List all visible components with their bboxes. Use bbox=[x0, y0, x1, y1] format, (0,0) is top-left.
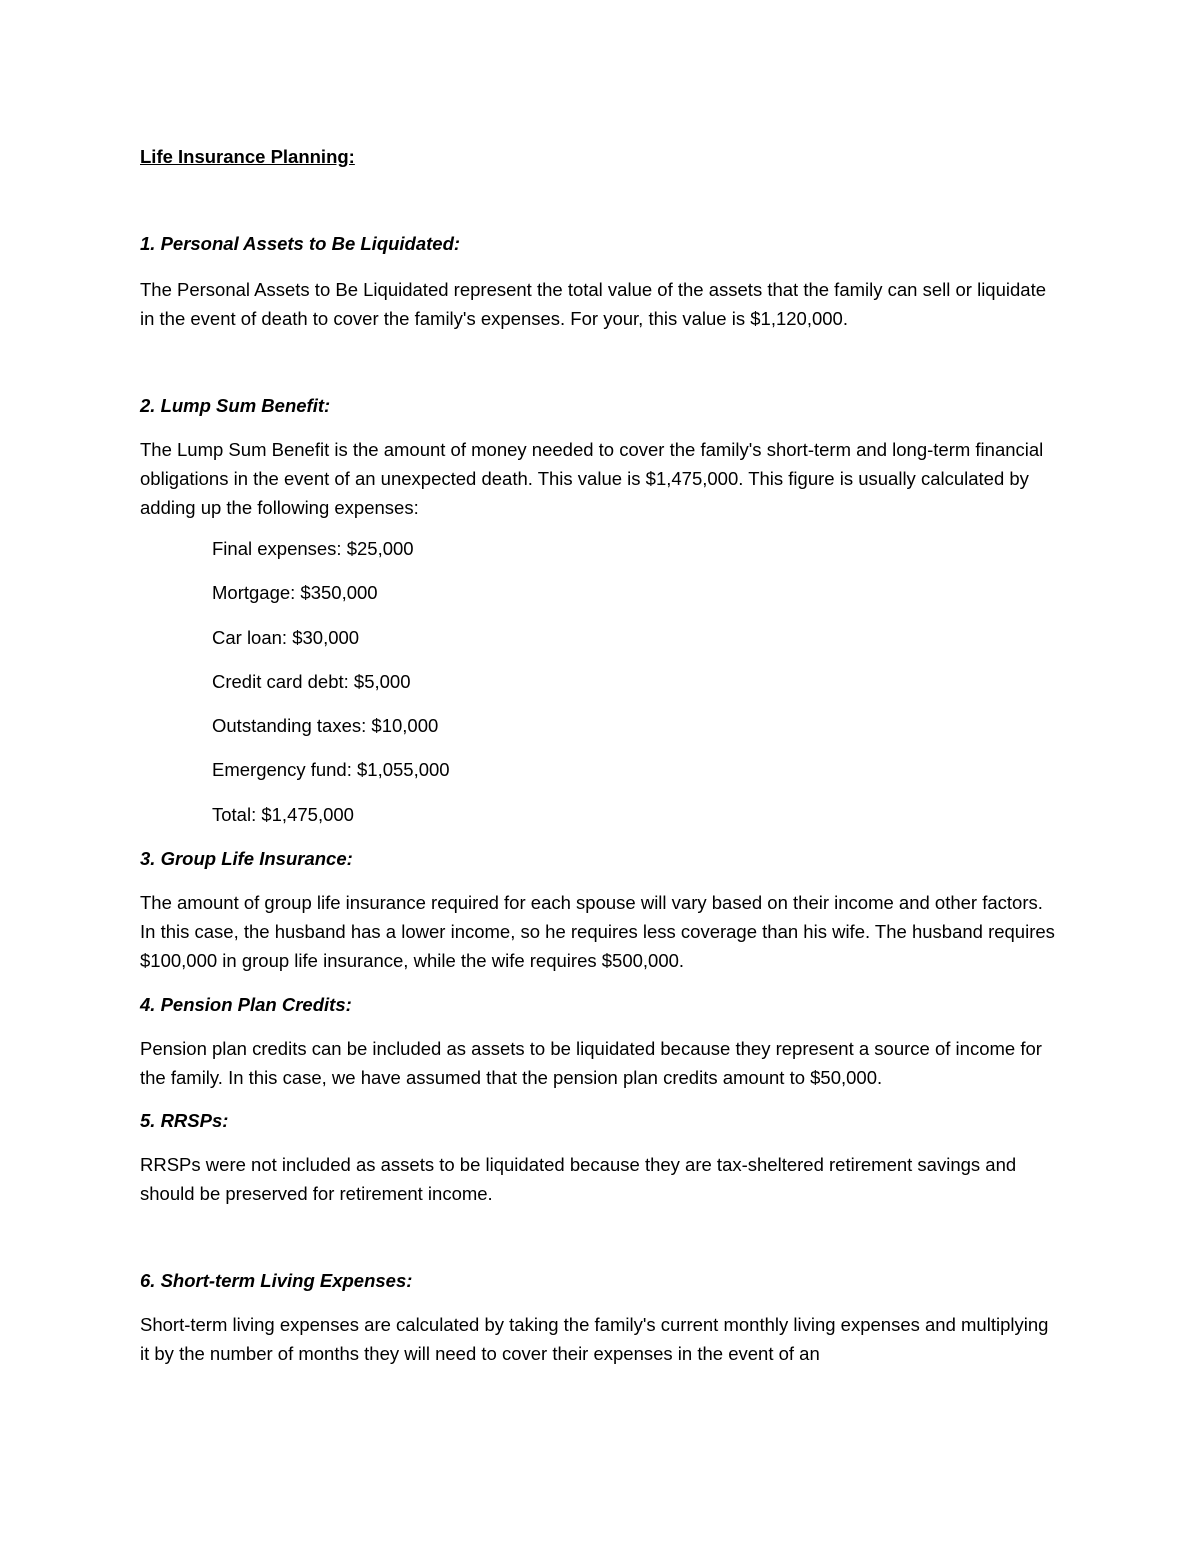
section-text-pension-plan-credits: Pension plan credits can be included as assets to be liquidated because they represent a source of income for the family. In this case, we have assumed that the pension plan credits amount to $50,000. bbox=[140, 1038, 1042, 1088]
section-heading-personal-assets: 1. Personal Assets to Be Liquidated: bbox=[140, 233, 461, 254]
section-heading-lump-sum-benefit: 2. Lump Sum Benefit: bbox=[140, 395, 331, 416]
section-text-lump-sum-benefit: The Lump Sum Benefit is the amount of money needed to cover the family's short-term and long-term financial obligations in the event of an unexpected death. This value is $1,475,000. This figure is usually calculated by adding up the following expenses: bbox=[140, 439, 1044, 518]
expense-item-mortgage: Mortgage: $350,000 bbox=[212, 582, 378, 604]
section-heading-group-life-insurance: 3. Group Life Insurance: bbox=[140, 848, 353, 869]
expense-item-final-expenses: Final expenses: $25,000 bbox=[212, 538, 414, 559]
section-text-personal-assets: The Personal Assets to Be Liquidated represent the total value of the assets that the family can sell or liquidate in the event of death to cover the family's expenses. For your, this value is $1,120,000. bbox=[140, 279, 1047, 329]
expense-item-emergency-fund: Emergency fund: $1,055,000 bbox=[212, 759, 450, 781]
document-title: Life Insurance Planning: bbox=[140, 146, 355, 167]
expense-item-credit-card-debt: Credit card debt: $5,000 bbox=[212, 670, 411, 692]
section-text-group-life-insurance: The amount of group life insurance required for each spouse will vary based on their income and other factors. In this case, the husband has a lower income, so he requires less coverage than his wife. The husband requires $100,000 in group life insurance, while the wife requires $500,000. bbox=[140, 892, 1055, 971]
section-heading-rrsps: 5. RRSPs: bbox=[140, 1110, 229, 1131]
section-text-short-term-living-expenses: Short-term living expenses are calculated by taking the family's current monthly living expenses and multiplying it by the number of months they will need to cover their expenses in the event of an bbox=[140, 1314, 1049, 1364]
expense-item-outstanding-taxes: Outstanding taxes: $10,000 bbox=[212, 715, 439, 737]
section-text-rrsps: RRSPs were not included as assets to be liquidated because they are tax-sheltered retirement savings and should be preserved for retirement income. bbox=[140, 1154, 1017, 1204]
expense-item-total: Total: $1,475,000 bbox=[212, 803, 354, 825]
section-heading-short-term-living-expenses: 6. Short-term Living Expenses: bbox=[140, 1270, 413, 1291]
expense-item-car-loan: Car loan: $30,000 bbox=[212, 626, 360, 648]
expense-list bbox=[212, 535, 450, 845]
section-heading-pension-plan-credits: 4. Pension Plan Credits: bbox=[140, 994, 352, 1015]
